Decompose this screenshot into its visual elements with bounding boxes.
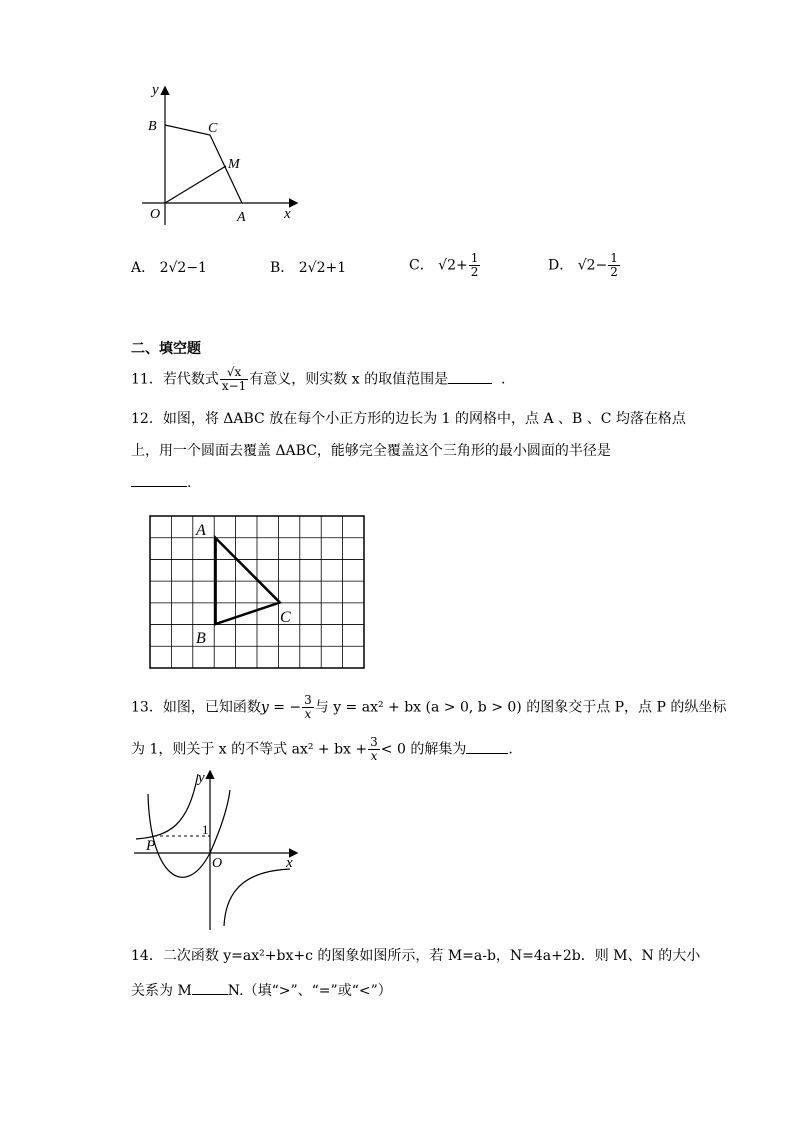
- label-c: C: [208, 121, 218, 136]
- answer-blank-12[interactable]: [131, 472, 187, 487]
- option-d-expr: √2−: [577, 257, 608, 274]
- hyperbola-left-branch: [136, 774, 198, 839]
- option-b: B． 2√2+1: [270, 260, 347, 276]
- q11-fraction: $\frac{√x}{x-1}$: [221, 365, 247, 393]
- option-d-fraction: $\frac{1}{2}$: [610, 251, 618, 279]
- label-o: O: [150, 207, 161, 222]
- option-d: D． √2− $\frac{1}{2}$: [548, 251, 618, 279]
- figure-q13-graph: [130, 766, 305, 934]
- grid-label-b: B: [196, 630, 206, 647]
- section-title: 二、填空题: [131, 341, 201, 357]
- option-a-expr: 2√2−1: [159, 260, 207, 276]
- answer-blank-13[interactable]: [466, 739, 508, 754]
- label-m: M: [228, 157, 240, 172]
- figure-q10: [130, 80, 310, 230]
- q13-label-p: P: [146, 838, 156, 854]
- label-a: A: [237, 210, 246, 225]
- option-b-expr: 2√2+1: [298, 260, 347, 276]
- q13-label-y: y: [198, 770, 205, 786]
- label-b: B: [148, 119, 157, 134]
- option-c-fraction: $\frac{1}{2}$: [470, 251, 479, 279]
- answer-blank-11[interactable]: [448, 369, 492, 384]
- question-13-line1: 13．如图，已知函数y = − $\frac{3}{x}$ 与 y = ax² + bx (a > 0, b > 0) 的图象交于点 P，点 P 的纵坐标: [131, 693, 727, 721]
- answer-blank-14[interactable]: [192, 980, 228, 995]
- grid-label-c: C: [280, 609, 291, 626]
- grid-label-a: A: [196, 522, 206, 539]
- label-y: y: [152, 82, 159, 98]
- question-14-line2: 关系为 M N.（填“>”、“=”或“<”）: [131, 980, 392, 1001]
- question-12-line2: 上，用一个圆面去覆盖 ΔABC，能够完全覆盖这个三角形的最小圆面的半径是: [131, 443, 611, 459]
- question-13-line2: 为 1，则关于 x 的不等式 ax² + bx + $\frac{3}{x}$ < 0 的解集为 .: [131, 735, 513, 763]
- question-11: 11．若代数式 $\frac{√x}{x-1}$ 有意义，则实数 x 的取值范围是 .: [131, 365, 506, 393]
- question-14-line1: 14．二次函数 y=ax²+bx+c 的图象如图所示，若 M=a-b，N=4a+2b．则 M、N 的大小: [131, 948, 701, 964]
- figure-q12-grid: [148, 514, 368, 672]
- option-c: C． √2+ $\frac{1}{2}$: [409, 251, 479, 279]
- q13-label-o: O: [212, 856, 223, 871]
- option-a: A． 2√2−1: [131, 260, 207, 276]
- q13-label-one: 1: [202, 822, 209, 837]
- question-12-line3: .: [131, 472, 191, 493]
- hyperbola-right-branch: [224, 869, 290, 926]
- question-12-line1: 12．如图，将 ΔABC 放在每个小正方形的边长为 1 的网格中，点 A 、B 、C 均落在格点: [131, 411, 686, 427]
- label-x: x: [284, 206, 291, 222]
- q13-fraction-2: $\frac{3}{x}$: [370, 735, 378, 763]
- q13-fraction-1: $\frac{3}{x}$: [304, 693, 312, 721]
- option-c-expr: √2+: [438, 257, 468, 274]
- grid-lines: [150, 516, 364, 668]
- segment-om: [165, 166, 226, 203]
- q13-label-x: x: [286, 855, 293, 871]
